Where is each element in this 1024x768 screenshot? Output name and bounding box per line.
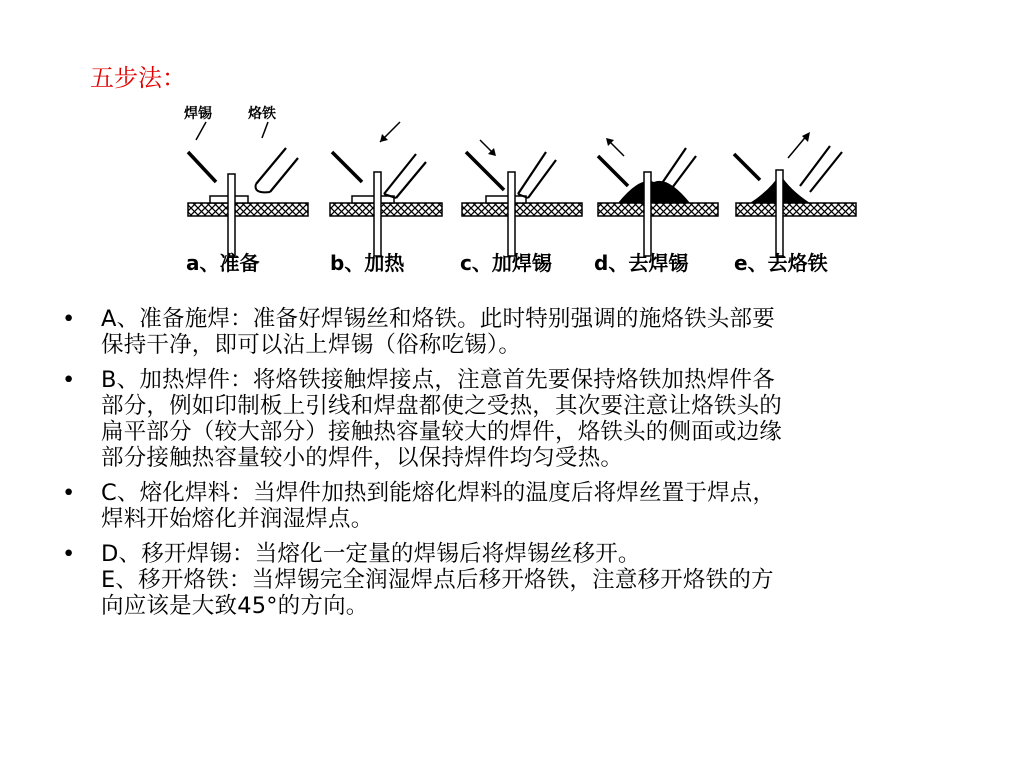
bullet-text-line: E、移开烙铁：当焊锡完全润湿焊点后移开烙铁，注意移开烙铁的方 — [101, 567, 774, 593]
slide-title: 五步法： — [90, 64, 186, 92]
bullet-text-line: D、移开焊锡：当熔化一定量的焊锡后将焊锡丝移开。 — [101, 541, 641, 567]
step-e-diagram — [734, 132, 856, 275]
bullet-text-line: 部分接触热容量较小的焊件，以保持焊件均匀受热。 — [101, 445, 624, 471]
bullet-text-line: 焊料开始熔化并润湿焊点。 — [101, 506, 374, 532]
bullet-text-line: B、加热焊件：将烙铁接触焊接点，注意首先要保持烙铁加热焊件各 — [101, 367, 775, 393]
solder-label: 焊锡 — [184, 106, 212, 122]
step-b-diagram — [330, 122, 442, 275]
caption-e: e、去烙铁 — [734, 251, 828, 275]
bullet-text-line: C、熔化焊料：当焊件加热到能熔化焊料的温度后将焊丝置于焊点， — [101, 480, 776, 506]
soldering-steps-figure — [170, 96, 870, 281]
caption-b: b、加热 — [330, 251, 405, 275]
bullet-text-line: 保持干净，即可以沾上焊锡（俗称吃锡）。 — [101, 332, 522, 358]
iron-label: 烙铁 — [248, 106, 276, 122]
bullet-d-e — [62, 541, 962, 619]
bullet-marker: • — [62, 541, 76, 567]
bullet-text-line: A、准备施焊：准备好焊锡丝和烙铁。此时特别强调的施烙铁头部要 — [101, 306, 775, 332]
bullet-c — [62, 480, 962, 532]
bullet-a — [62, 306, 962, 358]
bullet-b — [62, 367, 962, 471]
bullet-text-line: 扁平部分（较大部分）接触热容量较大的焊件，烙铁头的侧面或边缘 — [101, 419, 783, 445]
bullet-text-line: 部分，例如印制板上引线和焊盘都使之受热，其次要注意让烙铁头的 — [101, 393, 783, 419]
bullet-marker: • — [62, 306, 76, 332]
bullet-marker: • — [62, 480, 76, 506]
bullet-marker: • — [62, 367, 76, 393]
bullet-text-line: 向应该是大致45°的方向。 — [101, 593, 369, 619]
step-c-diagram — [460, 140, 582, 275]
step-d-diagram — [594, 138, 718, 275]
caption-c: c、加焊锡 — [460, 251, 552, 275]
steps-bullet-list — [62, 306, 962, 628]
caption-a: a、准备 — [186, 251, 260, 275]
caption-d: d、去焊锡 — [594, 251, 689, 275]
step-a-diagram — [186, 148, 308, 275]
